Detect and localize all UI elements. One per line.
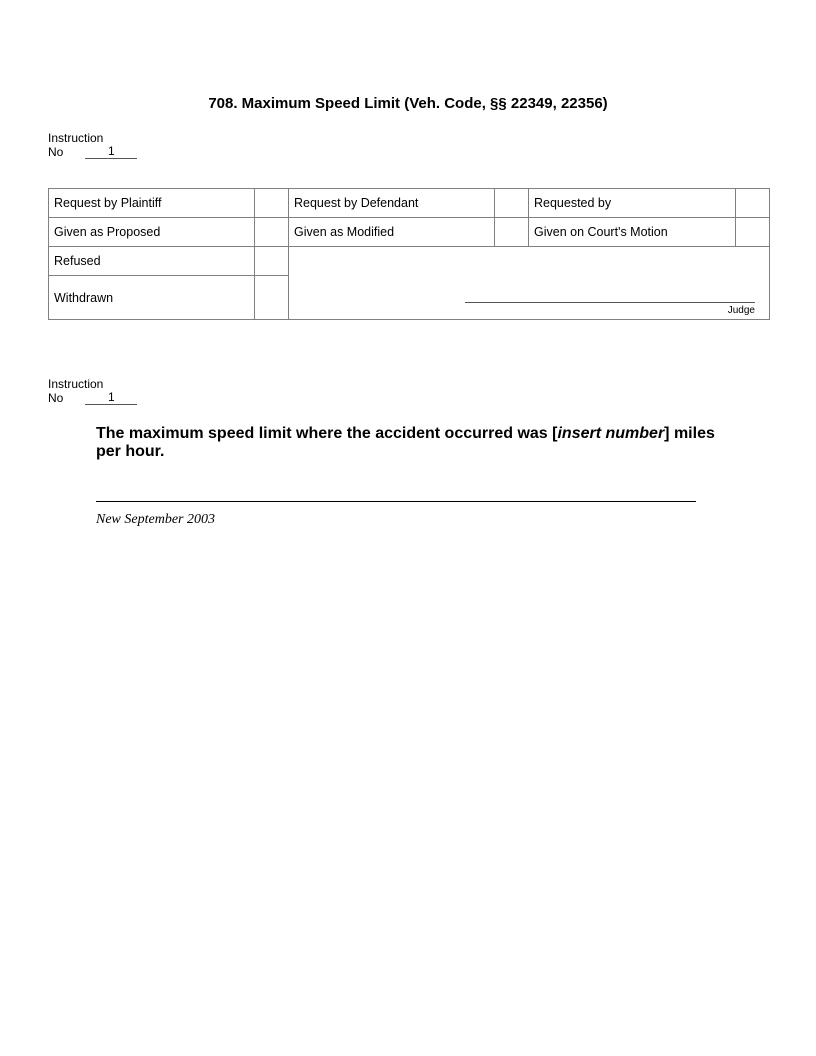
judge-signature-area[interactable] (289, 247, 770, 320)
number-label: No (48, 391, 64, 405)
requested-by-checkbox[interactable] (736, 189, 770, 218)
request-by-defendant-label: Request by Defendant (289, 189, 495, 218)
given-as-modified-label: Given as Modified (289, 218, 495, 247)
insert-number-placeholder: insert number (557, 425, 665, 442)
refused-checkbox[interactable] (255, 247, 289, 276)
request-by-plaintiff-checkbox[interactable] (255, 189, 289, 218)
given-on-courts-motion-label: Given on Court's Motion (529, 218, 736, 247)
divider (96, 501, 696, 502)
judge-signature-line (465, 302, 755, 303)
instruction-text-start: The maximum speed limit where the accident occurred was [ (96, 425, 558, 442)
instruction-text-end: ] miles per hour. (96, 425, 715, 460)
table-row (49, 247, 770, 276)
table-row (49, 218, 770, 247)
withdrawn-checkbox[interactable] (255, 276, 289, 320)
number-label: No (48, 145, 64, 159)
withdrawn-label: Withdrawn (49, 276, 255, 320)
instruction-number-block (48, 131, 137, 159)
instruction-label: Instruction (48, 377, 104, 391)
refused-label: Refused (49, 247, 255, 276)
request-by-plaintiff-label: Request by Plaintiff (49, 189, 255, 218)
requested-by-label: Requested by (529, 189, 736, 218)
instruction-text (96, 425, 726, 461)
number-field[interactable]: 1 (85, 145, 137, 159)
request-by-defendant-checkbox[interactable] (495, 189, 529, 218)
given-as-modified-checkbox[interactable] (495, 218, 529, 247)
judge-label: Judge (727, 305, 755, 316)
instruction-number-block-2 (48, 377, 137, 405)
instruction-label: Instruction (48, 131, 104, 145)
given-as-proposed-label: Given as Proposed (49, 218, 255, 247)
table-row (49, 189, 770, 218)
request-table (48, 188, 770, 320)
number-field[interactable]: 1 (85, 391, 137, 405)
history-note: New September 2003 (96, 512, 215, 527)
given-on-courts-motion-checkbox[interactable] (736, 218, 770, 247)
given-as-proposed-checkbox[interactable] (255, 218, 289, 247)
instruction-title: 708. Maximum Speed Limit (Veh. Code, §§ 22349, 22356) (208, 95, 608, 112)
